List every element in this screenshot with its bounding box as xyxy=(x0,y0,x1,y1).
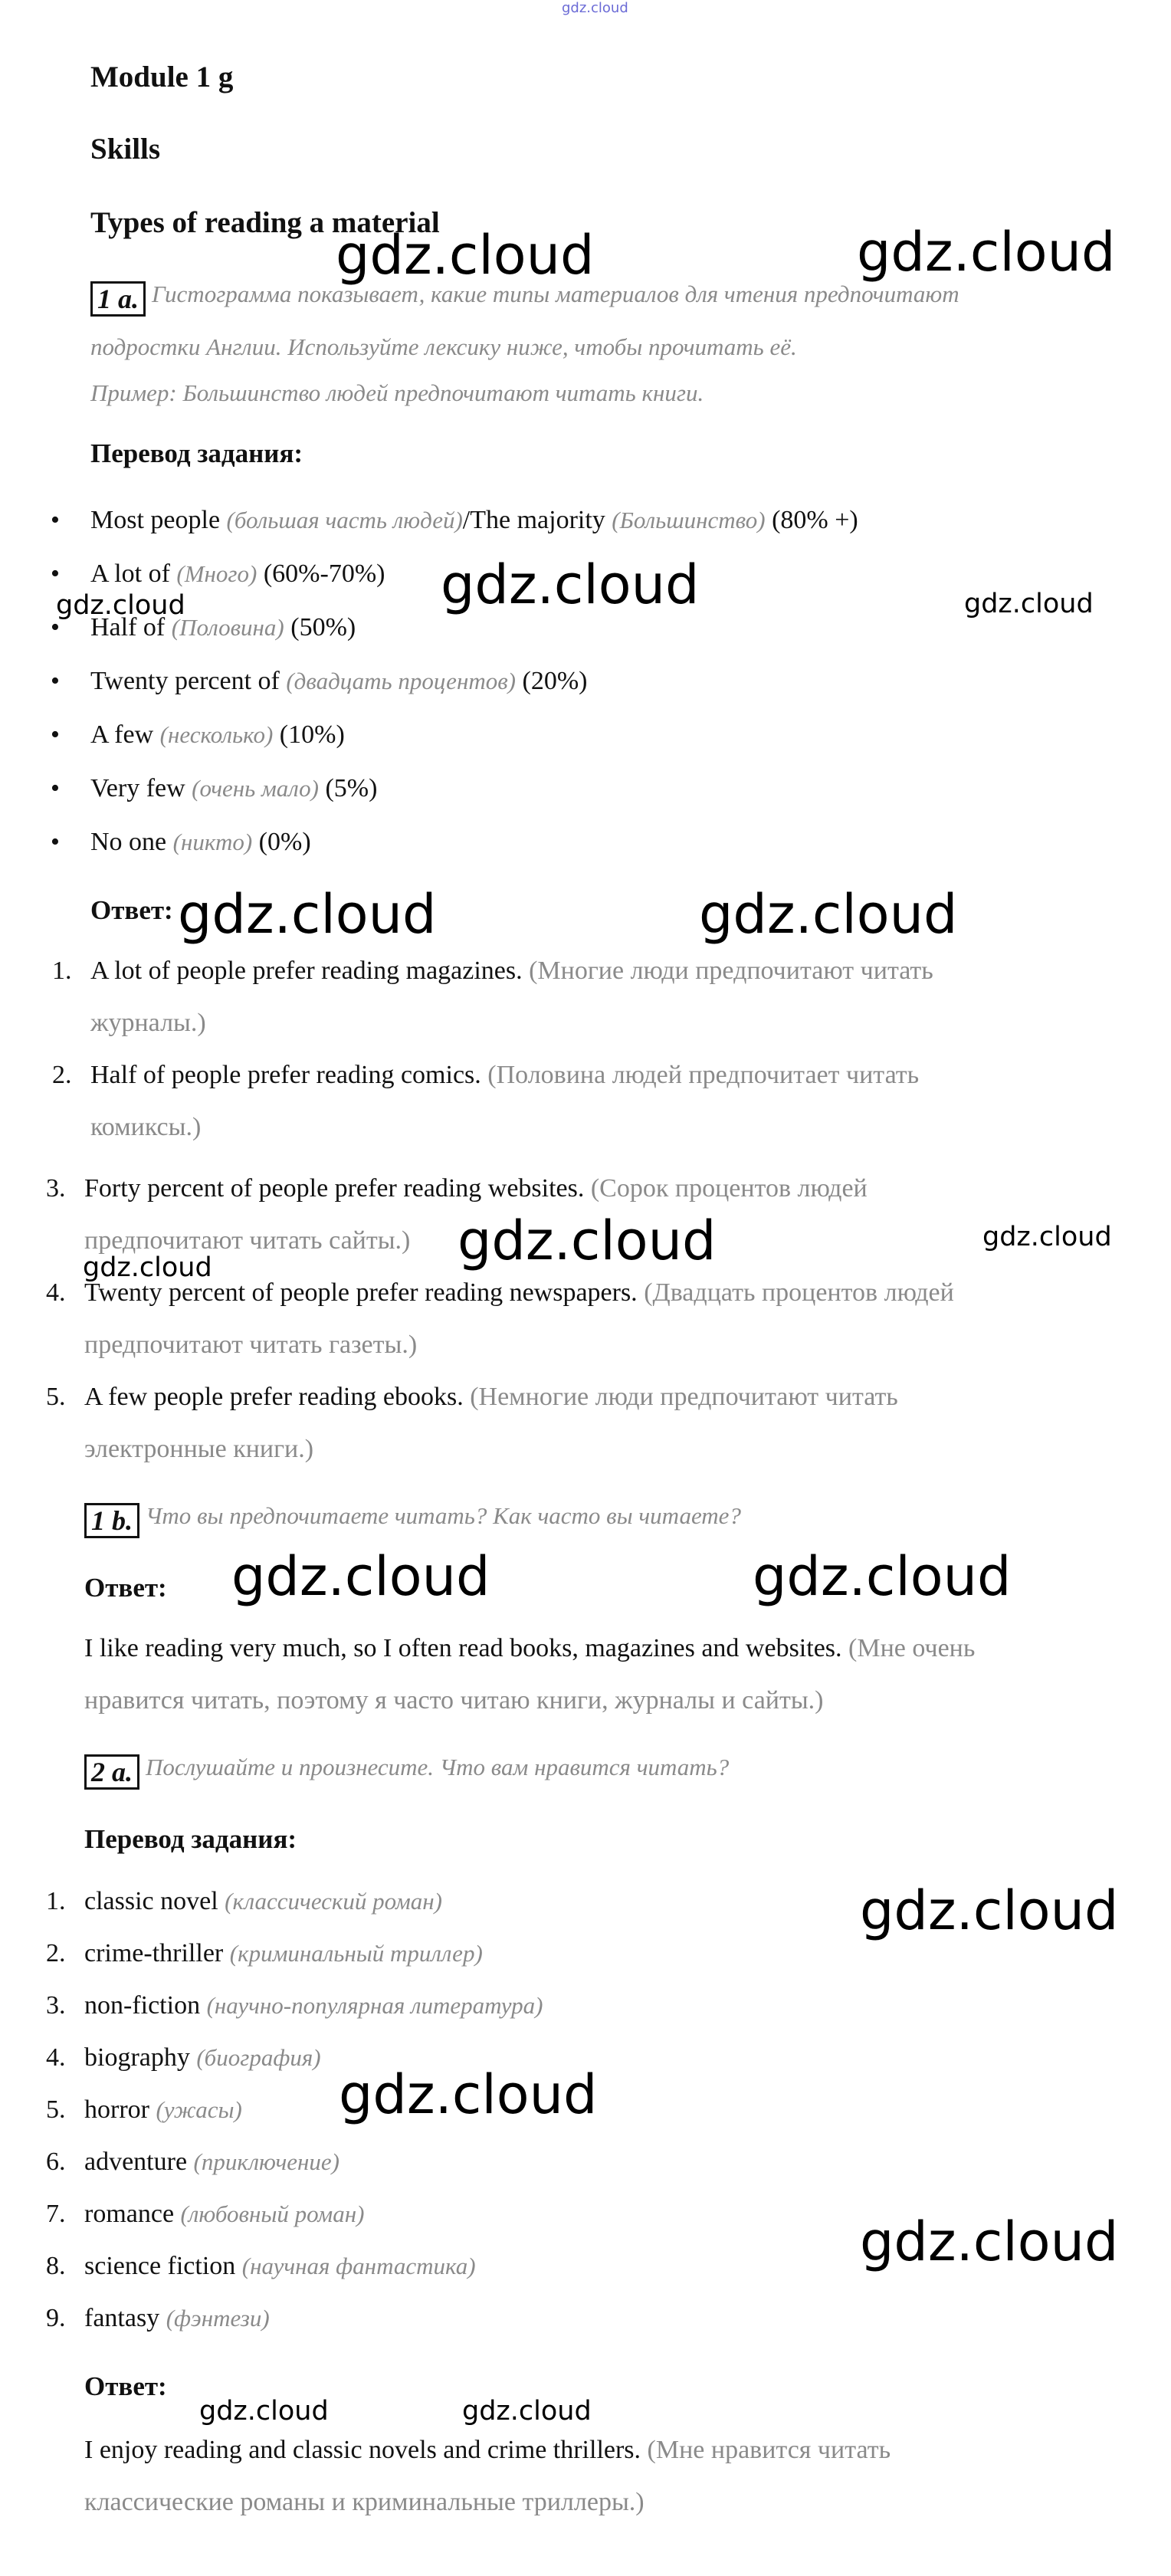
watermark: gdz.cloud xyxy=(199,2396,329,2427)
watermark: gdz.cloud xyxy=(336,224,595,287)
answer-item: 3. Forty percent of people prefer reading websites. (Сорок процентов людей xyxy=(46,1174,868,1203)
ex1b-task-text: Что вы предпочитаете читать? Как часто вы читаете? xyxy=(146,1502,741,1529)
ex2a-translation-label: Перевод задания: xyxy=(84,1824,297,1854)
answer-item: 4. Twenty percent of people prefer reading newspapers. (Двадцать процентов людей xyxy=(46,1278,954,1307)
ex2a-task xyxy=(84,1754,729,1790)
answer-item-cont: электронные книги.) xyxy=(84,1435,314,1463)
answer-item-cont: предпочитают читать сайты.) xyxy=(84,1226,411,1255)
list-item: 6. adventure (приключение) xyxy=(46,2148,339,2176)
list-item: 2. crime-thriller (криминальный триллер) xyxy=(46,1939,483,1967)
watermark: gdz.cloud xyxy=(699,883,958,946)
watermark: gdz.cloud xyxy=(964,589,1094,619)
list-item: 4. biography (биография) xyxy=(46,2043,321,2072)
ex2a-answer-cont: классические романы и криминальные триллеры.) xyxy=(84,2488,645,2516)
ex1b-answer-cont: нравится читать, поэтому я часто читаю книги, журналы и сайты.) xyxy=(84,1686,824,1715)
watermark: gdz.cloud xyxy=(753,1545,1012,1608)
ex1b-answer: I like reading very much, so I often read books, magazines and websites. (Мне очень xyxy=(84,1634,976,1662)
list-item: 9. fantasy (фэнтези) xyxy=(46,2304,270,2332)
bullet-item: • A lot of (Много) (60%-70%) xyxy=(90,560,385,589)
bullet-item: • Twenty percent of (двадцать процентов) (20%) xyxy=(90,667,587,696)
answer-item-cont: журналы.) xyxy=(90,1009,206,1037)
watermark: gdz.cloud xyxy=(462,2396,592,2427)
page-title: Module 1 g xyxy=(90,61,234,94)
answer-item: 1. A lot of people prefer reading magazines. (Многие люди предпочитают читать xyxy=(52,957,933,985)
ex2a-badge: 2 a. xyxy=(84,1754,139,1790)
ex1a-answer-label: Ответ: xyxy=(90,895,173,925)
answer-item-cont: предпочитают читать газеты.) xyxy=(84,1331,418,1359)
watermark: gdz.cloud xyxy=(83,1252,212,1283)
watermark: gdz.cloud xyxy=(857,221,1116,284)
page-subtitle: Skills xyxy=(90,133,161,166)
top-watermark: gdz.cloud xyxy=(562,0,628,16)
list-item: 3. non-fiction (научно-популярная литература) xyxy=(46,1991,543,2020)
section-title: Types of reading a material xyxy=(90,206,440,239)
answer-item: 2. Half of people prefer reading comics. (Половина людей предпочитает читать xyxy=(52,1061,920,1089)
watermark: gdz.cloud xyxy=(982,1222,1112,1252)
watermark: gdz.cloud xyxy=(339,2063,598,2126)
ex2a-answer-label: Ответ: xyxy=(84,2371,167,2401)
ex2a-answer: I enjoy reading and classic novels and crime thrillers. (Мне нравится читать xyxy=(84,2436,891,2464)
ex1a-task-line2: подростки Англии. Используйте лексику ниже, чтобы прочитать её. xyxy=(90,333,797,360)
bullet-item: • Half of (Половина) (50%) xyxy=(90,613,356,642)
list-item: 1. classic novel (классический роман) xyxy=(46,1887,442,1915)
watermark: gdz.cloud xyxy=(860,2210,1119,2273)
bullet-item: • Most people (большая часть людей)/The majority (Большинство) (80% +) xyxy=(90,506,858,535)
bullet-item: • A few (несколько) (10%) xyxy=(90,720,345,750)
list-item: 5. horror (ужасы) xyxy=(46,2095,242,2124)
watermark: gdz.cloud xyxy=(178,883,437,946)
watermark: gdz.cloud xyxy=(458,1209,717,1272)
ex1a-translation-label: Перевод задания: xyxy=(90,438,303,468)
watermark: gdz.cloud xyxy=(860,1879,1119,1942)
watermark: gdz.cloud xyxy=(231,1545,490,1608)
watermark: gdz.cloud xyxy=(56,590,185,621)
ex1a-badge: 1 a. xyxy=(90,281,146,317)
answer-item: 5. A few people prefer reading ebooks. (Немногие люди предпочитают читать xyxy=(46,1383,898,1411)
watermark: gdz.cloud xyxy=(441,553,700,616)
ex1a-task-line1: Гистограмма показывает, какие типы материалов для чтения предпочитают xyxy=(152,281,959,307)
ex1b-answer-label: Ответ: xyxy=(84,1573,167,1603)
bullet-item: • No one (никто) (0%) xyxy=(90,828,311,857)
bullet-item: • Very few (очень мало) (5%) xyxy=(90,774,377,803)
list-item: 7. romance (любовный роман) xyxy=(46,2200,365,2228)
ex2a-task-text: Послушайте и произнесите. Что вам нравится читать? xyxy=(146,1754,730,1780)
ex1b-badge: 1 b. xyxy=(84,1503,139,1538)
ex1b-task xyxy=(84,1502,741,1538)
ex1a-task-line3: Пример: Большинство людей предпочитают читать книги. xyxy=(90,379,704,406)
list-item: 8. science fiction (научная фантастика) xyxy=(46,2252,476,2280)
answer-item-cont: комиксы.) xyxy=(90,1113,202,1141)
